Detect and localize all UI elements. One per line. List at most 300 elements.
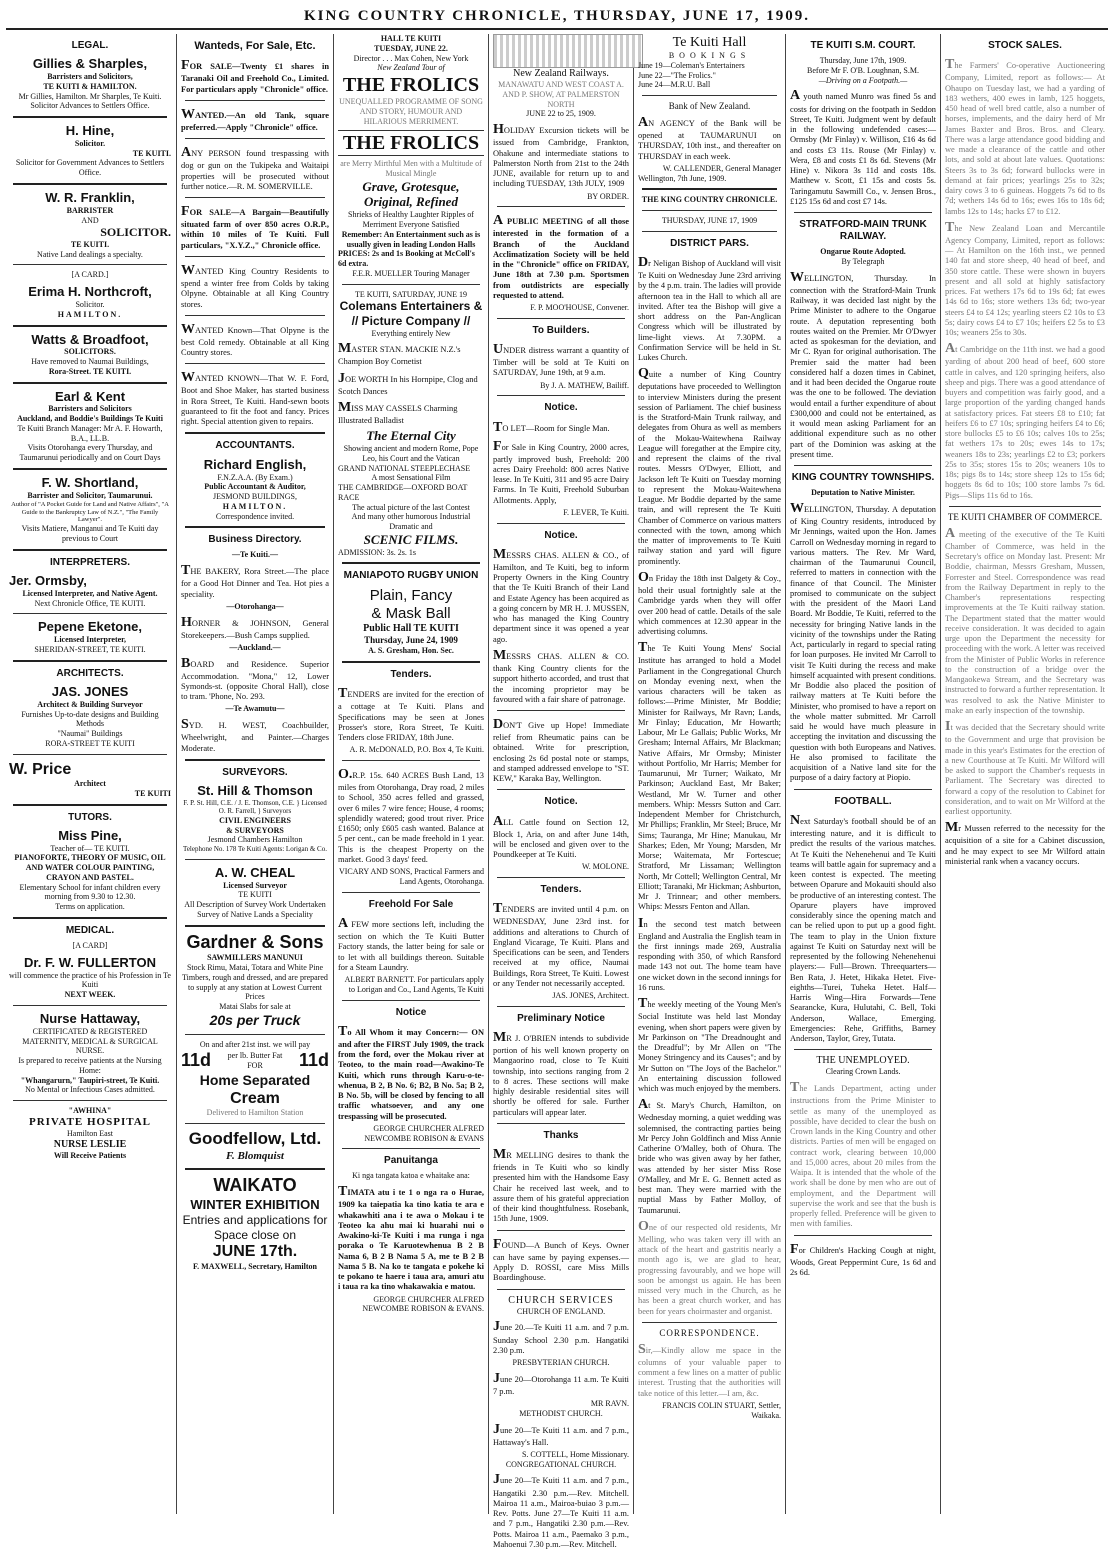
classified-ad: FOR SALE—A Bargain—Beautifully situated farm of over 850 acres O.R.P., within 10 miles of Te Kuiti. Full particulars, "X.Y.Z.," Chronicle office.: [181, 204, 329, 250]
firm-name: Nurse Hattaway,: [39, 1010, 141, 1026]
divider: [497, 1123, 625, 1124]
directory-town: —Te Awamutu—: [225, 704, 285, 714]
court-magistrate: Before Mr F. O'B. Loughnan, S.M.: [807, 65, 919, 75]
firm-note: Delivered to Hamilton Station: [206, 1108, 304, 1118]
divider: [185, 100, 325, 101]
notice-body: To All Whom it may Concern:— ON and after the FIRST July 1909, the track from the ford, over the Mokau river at Teoteo, to the main road—Awakino-Te Kuiti, which runs through Karu-o-te-whenua, B 2, B No. 6; B2, B No. 5a; B 2, B No. 5b, will be closed by fencing to all traffic whatsoever, and any one trespassing will be prosecuted.: [338, 1023, 484, 1121]
firm-role: Solicitor.: [75, 300, 105, 309]
firm-note: SAWMILLERS MANUNUI: [207, 953, 303, 963]
news-paragraph: Quite a number of King Country deputations have proceeded to Wellington to interview Ministers during the present session of Parliament. The chief business is the Stratford-Main Trunk railway, and delegates from Ohura as well as members of the Mokau-Waitewhena Railway League will foregather at the Empire city, and represent the claims of the rival routes. Messrs O'Dwyer, Elliott, and Jackson left Te Kuiti on Tuesday morning to represent the Mokau-Waitewhena League. Mr Boddie departed by the same train, and will represent the Te Kuiti Chamber of Commerce on various matters connected with the town, among which the matter of improvements to Te Kuiti railway station and yard will figure prominently.: [638, 366, 781, 566]
performer: MASTER STAN. MACKIE N.Z.'s Champion Boy Cornetist: [338, 341, 461, 367]
price-left: 11d: [181, 1049, 212, 1070]
hall-label: HALL TE KUITI: [380, 34, 442, 43]
notice-signature: By J. A. MATHEW, Bailiff.: [540, 380, 629, 390]
bookings-heading: BOOKINGS: [668, 51, 751, 61]
firm-note: Public Accountant & Auditor,: [204, 482, 306, 492]
booking-item: June 19—Coleman's Entertainers: [638, 60, 745, 70]
news-paragraph: On Friday the 18th inst Dalgety & Coy., hold their usual fortnightly sale at the Cambridge yards when they will offer over 200 head of cattle. Details of the sale which commences at 12.30 appear in the advertising columns.: [638, 569, 781, 637]
ball-date: Thursday, June 24, 1909: [364, 635, 458, 646]
film-title: SCENIC FILMS.: [363, 531, 459, 547]
column-rule: [488, 34, 489, 1514]
classified-ad: WANTED King Country Residents to spend a winter free from Colds by taking Olpyne. Obtainable at all King Country stores.: [181, 262, 329, 309]
section-heading: LEGAL.: [71, 40, 109, 51]
notice-signature: S. COTTELL, Home Missionary.: [521, 1449, 629, 1459]
notice-signature: JAS. JONES, Architect.: [552, 991, 629, 1001]
church-heading: CHURCH SERVICES: [508, 1294, 614, 1306]
column-rule: [176, 34, 177, 1514]
directory-entry: THE BAKERY, Rora Street.—The place for a Good Hot Dinner and Tea. Hot pies a speciality.: [181, 563, 329, 599]
event-title: THE FROLICS: [338, 130, 484, 156]
notice-signature: F. LEVER, Te Kuiti.: [563, 507, 629, 517]
divider: [13, 325, 167, 327]
exhibition-date: JUNE 17th.: [212, 1243, 298, 1261]
notice-signature: VICARY AND SONS, Practical Farmers and Land Agents, Otorohanga.: [338, 867, 484, 886]
divider: [642, 95, 777, 96]
section-heading: ACCOUNTANTS.: [215, 440, 295, 452]
classified-ad: FOR SALE—Twenty £1 shares in Taranaki Oil and Freehold Co., Limited. For particulars apply "Chronicle" office.: [181, 58, 329, 94]
divider: [185, 363, 325, 364]
correspondence-signature: FRANCIS COLIN STUART, Settler, Waikaka.: [662, 1400, 781, 1420]
notice-body: AN AGENCY of the Bank will be opened at TAUMARUNUI on THURSDAY, 10th inst., and thereafter on THURSDAY in each week.: [638, 115, 781, 161]
notice-signature: W. MOLONE.: [581, 862, 629, 872]
card-label: [A CARD.]: [71, 270, 109, 280]
section-heading: Tenders.: [540, 884, 582, 896]
firm-people: Mr Gillies, Hamilton. Mr Sharples, Te Kuiti.: [18, 91, 162, 101]
notice-date: Wellington, 7th June, 1909.: [638, 173, 727, 183]
notice-body: FOUND—A Bunch of Keys. Owner can have same by paying expenses.—Apply D. ROSSI, care Miss Mills Boardinghouse.: [493, 1236, 629, 1283]
firm-role: Architect & Building Surveyor: [37, 699, 143, 709]
section-heading: Notice.: [544, 796, 578, 808]
column-wanteds: [178, 34, 332, 1514]
event-note: Everything entirely New: [371, 328, 451, 338]
firm-note: Jesmond Chambers Hamilton: [207, 835, 303, 845]
firm-note: Solicitor Advances to Settlers Office.: [30, 101, 150, 111]
section-heading: SURVEYORS.: [222, 766, 288, 778]
section-heading: DISTRICT PARS.: [670, 237, 749, 249]
firm-note: Elementary School for infant children every morning from 9.30 to 12.30.: [19, 882, 161, 902]
divider: [185, 256, 325, 257]
divider: [185, 315, 325, 316]
section-heading: ARCHITECTS.: [56, 667, 124, 679]
section-heading: Freehold For Sale: [368, 898, 454, 910]
notice-body: A PUBLIC MEETING of all those interested in the formation of a Branch of the Auckland Acclimatization Society will be held in the "Chronicle" office on FRIDAY, June 18th at 7.30 p.m. Sportsmen from outdistricts are especially requested to attend.: [493, 213, 629, 300]
divider: [185, 1168, 325, 1170]
notice-signature: ALBERT BARNETT. For particulars apply to Lorigan and Co., Land Agents, Te Kuiti: [344, 975, 484, 994]
firm-name: JAS. JONES: [51, 683, 129, 699]
event-tagline: Grave, Grotesque,: [362, 178, 460, 194]
ball-hall: Public Hall TE KUITI: [363, 623, 459, 635]
rail-subtitle: MANAWATU AND WEST COAST A. AND P. SHOW, AT PALMERSTON NORTH: [498, 80, 624, 109]
news-paragraph: It was decided that the Secretary should write to the Government and urge that provision be made in this year's Estimates for the erection of a new Courthouse at Te Kuiti. Mr Wilford will be asked to support the Chamber's requests in Parliament. The Secretary was directed to forward a copy of the resolution to Cabinet for consideration, and to wait on Mr Wilford at the earliest opportunity.: [945, 719, 1105, 817]
exhibition-secretary: F. MAXWELL, Secretary, Hamilton: [193, 1261, 317, 1271]
performer: MISS MAY CASSELS Charming Illustrated Balladist: [338, 399, 458, 425]
firm-name: Erima H. Northcroft,: [28, 284, 152, 300]
divider: [794, 1235, 932, 1236]
divider: [13, 754, 167, 755]
news-paragraph: The weekly meeting of the Young Men's Social Institute was held last Monday evening, when short papers were given by Mr Parkinson on "The Dreadnought and the Dreadful"; by Mr Allen on "The Money Stringency and its Causes"; and by Mr Sutton on "The Joys of the Bachelor." An entertaining discussion followed which was much enjoyed by the members.: [638, 996, 781, 1094]
firm-note: Hamilton East: [67, 1129, 113, 1139]
firm-note: "Whangarurn," Taupiri-street, Te Kuiti.: [20, 1075, 160, 1085]
notice-signature: A. R. McDONALD, P.O. Box 4, Te Kuiti.: [349, 745, 484, 755]
divider: [342, 760, 480, 761]
firm-role: Barrister and Solicitor, Taumarunui.: [27, 490, 153, 500]
firm-note: Telephone No. 178 Te Kuiti Agents: Lorigan & Co.: [183, 845, 327, 854]
ball-title: Plain, Fancy: [369, 586, 453, 604]
column-entertainment: [335, 34, 487, 1514]
firm-place: TE KUITI.: [70, 239, 110, 249]
section-heading: Notice.: [544, 402, 578, 414]
divider: [13, 1005, 167, 1006]
event-prices: PRICES: 2s and 1s Booking at McColl's 6d extra.: [338, 249, 475, 268]
divider: [794, 212, 932, 213]
article-source: By Telegraph: [841, 257, 885, 267]
section-heading: Thanks: [543, 1129, 579, 1141]
firm-note: Visits Otorohanga every Thursday, and Taumarunui periodically and on Court Days: [19, 443, 161, 463]
article-heading: THE UNEMPLOYED.: [816, 1055, 910, 1067]
divider: [497, 395, 625, 396]
event-date: TUESDAY, JUNE 22.: [374, 43, 448, 53]
event-title: Colemans Entertainers & // Picture Company //: [339, 299, 483, 328]
butter-price-row: [181, 1050, 329, 1072]
rail-dates: JUNE 22 to 25, 1909.: [526, 109, 596, 119]
event-note: UNEQUALLED PROGRAMME OF SONG AND STORY, HUMOUR AND HILARIOUS MERRIMENT.: [339, 97, 483, 126]
event-title: THE FROLICS: [342, 74, 480, 96]
divider: [794, 789, 932, 790]
remedy-ad: For Children's Hacking Cough at night, Woods, Great Peppermint Cure, 1s 6d and 2s 6d.: [790, 1241, 936, 1277]
firm-note: Correspondence invited.: [215, 511, 295, 521]
column-rule: [785, 34, 786, 1514]
firm-note: & SURVEYORS: [226, 825, 284, 835]
notice-body: For Sale in King Country, 2000 acres, partly improved bush, Freehold: 200 acres Dairy Freehold: 800 acres Native lease. In Te Kuiti, 311 and 95 acre Dairy Farms. In Te Kuiti, Freehold Suburban Allotments. Apply,: [493, 438, 629, 505]
directory-town: —Te Kuiti.—: [232, 550, 278, 560]
section-heading: Business Directory.: [208, 534, 302, 546]
firm-name: Gardner & Sons: [186, 931, 324, 952]
divider: [497, 710, 625, 711]
firm-role: AND: [81, 215, 99, 225]
court-date: Thursday, June 17th, 1909.: [819, 56, 907, 66]
firm-name: Gillies & Sharples,: [32, 56, 148, 72]
section-heading: MEDICAL.: [65, 924, 115, 936]
firm-place: Auckland, and Boddie's Buildings Te Kuiti: [17, 414, 163, 424]
column-legal: [6, 34, 174, 1514]
exhibition-note: Entries and applications for: [182, 1213, 328, 1228]
firm-role: SOLICITOR.: [100, 225, 171, 240]
firm-note: Licensed Surveyor: [223, 880, 287, 890]
firm-note: Furnishes Up-to-date designs and Building Methods: [21, 709, 159, 729]
booking-item: June 24—M.R.U. Ball: [638, 80, 711, 90]
firm-note: CIVIL ENGINEERS: [219, 815, 291, 825]
firm-name: Richard English,: [203, 456, 307, 472]
masthead: KING COUNTRY CHRONICLE, THURSDAY, JUNE 17, 1909.: [303, 8, 811, 24]
notice-signature: GEORGE CHURCHER ALFRED NEWCOMBE ROBISON & EVANS: [364, 1123, 484, 1143]
firm-place: TE KUITI: [134, 788, 171, 798]
directory-entry: SYD. H. WEST, Coachbuilder, Wheelwright, and Painter.—Charges Moderate.: [181, 717, 329, 753]
notice-body: MESSRS CHAS. ALLEN & CO. thank King Country clients for the support hitherto accorded, and trust that the incoming proprietor may be favoured with a fair share of patronage.: [493, 647, 629, 704]
firm-note: On and after 21st inst. we will pay: [199, 1040, 311, 1050]
firm-note: PIANOFORTE, THEORY OF MUSIC, OIL AND WATER COLOUR PAINTING, CRAYON AND PASTEL.: [14, 853, 166, 882]
firm-note: Matai Slabs for sale at: [219, 1002, 291, 1012]
firm-note: Survey of Native Lands a Speciality: [197, 909, 313, 919]
booking-item: June 22—"The Frolics.": [638, 70, 716, 80]
masthead-rule: [6, 28, 1108, 30]
firm-note: Have removed to Naumai Buildings,: [31, 357, 149, 367]
section-heading: Panuitanga: [384, 1155, 438, 1167]
exhibition-title: WINTER EXHIBITION: [190, 1197, 320, 1213]
firm-name: Watts & Broadfoot,: [31, 331, 149, 347]
divider: [185, 925, 325, 927]
price-right: 11d: [298, 1049, 329, 1070]
classified-ad: ANY PERSON found trespassing with dog or gun on the Tukipeka and Waitaipi properties will be prosecuted without further notice.—R. M. SOMERVILLE.: [181, 145, 329, 191]
divider: [642, 231, 777, 232]
divider: [185, 526, 325, 528]
notice-signature: BY ORDER.: [587, 191, 629, 201]
firm-name: F. W. Shortland,: [41, 474, 139, 490]
news-paragraph: One of our respected old residents, Mr Melling, who was taken very ill with an attack of the heart and gastritis nearly a month ago is, we are glad to hear, progressing favourably, and we hope will soon be amongst us again. He has been missed very much in the Church, as he has been a great church worker, and has been for years choirmaster and organist.: [638, 1218, 781, 1316]
notice-signature: W. CALLENDER, General Manager: [662, 163, 781, 173]
ball-secretary: A. S. Gresham, Hon. Sec.: [368, 646, 454, 656]
firm-name: A. W. CHEAL: [214, 864, 296, 880]
notice-body: HOLIDAY Excursion tickets will be issued from Cambridge, Frankton, Ohakune and intermediate stations to Palmerston North from 21st to the 24th JUNE, available for return up to and including TUESDAY, 13th JULY, 1909: [493, 122, 629, 189]
firm-name: Earl & Kent: [54, 388, 126, 404]
notice-body: MESSRS CHAS. ALLEN & CO., of Hamilton, and Te Kuiti, beg to inform Property Owners in the King Country that the Te Kuiti Branch of their Land and Estate Agency has been acquired as a going concern by MR H. J. MUSSEN, who has managed the King Country department since it was opened a year ago.: [493, 546, 629, 644]
firm-note: All Description of Survey Work Undertaken: [184, 900, 326, 909]
divider: [342, 892, 480, 893]
film-title: The Eternal City: [366, 428, 456, 444]
firm-note: Native Land dealings a specialty.: [37, 249, 143, 259]
news-paragraph: At St. Mary's Church, Hamilton, on Wednesday morning, a quiet wedding was solemnised, the contracting parties being Mr Percy John Goldfinch and Miss Annie Catherine O'Malley, both of Ohura. The bride who was given away by her father, was attended by her sister Miss Rose O'Malley, and Mr E. G. Bennett acted as best man. They were married with the nuptial Mass by Father Molloy, of Taumarunui.: [638, 1097, 781, 1215]
firm-name: Dr. F. W. FULLERTON: [24, 954, 156, 970]
divider: [13, 264, 167, 265]
divider: [497, 877, 625, 878]
section-heading: Preliminary Notice: [517, 1012, 605, 1024]
section-heading: STOCK SALES.: [988, 40, 1062, 51]
divider: [642, 188, 777, 190]
column-notices: [490, 34, 632, 1549]
firm-note: TE KUITI: [238, 890, 272, 900]
firm-note: F. Blomquist: [226, 1149, 284, 1162]
firm-name: "AWHINA": [68, 1106, 112, 1116]
firm-note: O. R. Farrell, } Surveyors: [218, 807, 292, 816]
film-title: GRAND NATIONAL STEEPLECHASE: [338, 463, 471, 473]
classified-ad: WANTED Known—That Olpyne is the best Cold remedy. Obtainable at all King Country stores.: [181, 321, 329, 358]
divider: [13, 382, 167, 384]
news-paragraph: A youth named Munro was fined 5s and costs for driving on the footpath in Seddon Street, Te Kuiti. Judgment went by default in the following undefended cases:— Ormsby (Mr Finlay) v. Willison, £16 4s 6d and costs £3 11s. Rouse (Mr Finlay) v. Wera, £8 and costs £1 8s 6d. Stevens (Mr Hine) v. Nikora 3s 11d and costs 18s. Matthew v. Scott, £1 15s and costs 5s. Taringamutu Sawmill Co., v. Jensen Bros., £125 15s 6d and cost £7 14s.: [790, 88, 936, 206]
divider: [185, 432, 325, 434]
section-heading: Tenders.: [390, 669, 432, 681]
divider: [497, 1289, 625, 1290]
divider: [13, 549, 167, 551]
church-schedule: June 20—Te Kuiti 11 a.m. and 7 p.m., Hangatiki 2.30 p.m.—Rev. Mitchell. Mairoa 11 a.m., Mairoa-buiao 3 p.m.—Rev. Potts. June 27—Te Kuiti 11 a.m. and 7 p.m., Hangatiki 2.30 p.m.—Rev. Potts. Mairoa 11 a.m., Paemako 3 p.m., Mahoenui 7.30 p.m.—Rev. Mitchell.: [493, 1472, 629, 1549]
directory-town: —Auckland.—: [229, 642, 281, 652]
divider: [342, 661, 480, 663]
firm-name: St. Hill & Thomson: [197, 782, 313, 798]
cream-heading: Cream: [230, 1089, 280, 1107]
column-court: [787, 34, 939, 1514]
firm-name: Miss Pine,: [58, 827, 122, 843]
divider: [185, 859, 325, 860]
firm-note: Solicitor for Government Advances to Settlers Office.: [15, 158, 165, 178]
film-desc: Showing ancient and modern Rome, Pope Leo, his Court and the Vatican: [343, 444, 479, 463]
divider: [497, 1230, 625, 1231]
film-desc: A most Sensational Film: [371, 473, 451, 483]
firm-role: Barristers and Solicitors: [48, 404, 132, 414]
divider: [185, 1034, 325, 1035]
performer: JOE WORTH In his Hornpipe, Clog and Scotch Dances: [338, 370, 478, 396]
firm-name: W. R. Franklin,: [45, 189, 135, 205]
church-schedule: June 20—Te Kuiti 11 a.m. and 7 p.m., Hattaway's Hall.: [493, 1421, 629, 1447]
firm-note: Visits Matiere, Manganui and Te Kuiti day previous to Court: [21, 524, 159, 544]
firm-place: HAMILTON.: [57, 309, 123, 319]
event-note: are Merry Mirthful Men with a Multitude of Musical Mingle: [340, 159, 482, 178]
card-label: [A CARD]: [72, 941, 108, 951]
directory-entry: BOARD and Residence. Superior Accommodation. "Mona," 12, Lower Symonds-st. (opposite Choral Hall), close to tram. 'Phone, No. 293.: [181, 655, 329, 702]
article-subheading: Clearing Crown Lands.: [825, 1067, 901, 1077]
section-heading: INTERPRETERS.: [49, 556, 130, 568]
divider: [342, 562, 480, 564]
divider: [794, 1049, 932, 1050]
news-paragraph: Mr Mussen referred to the necessity for the acquisition of a site for a Cabinet discussion, and he may expect to see Mr Wilford attain ministerial rank when a vacancy occurs.: [945, 820, 1105, 866]
divider: [497, 789, 625, 790]
divider: [342, 284, 480, 285]
event-tagline: Original, Refined: [364, 194, 458, 210]
church-name: CHURCH OF ENGLAND.: [516, 1306, 606, 1316]
notice-body: TENDERS are invited for the erection of a cottage at Te Kuiti. Plans and Specifications may be seen at Jones Prosser's store, Rora Street, Te Kuiti. Tenders close FRIDAY, 18th June.: [338, 686, 484, 743]
firm-role: Architect: [74, 779, 106, 789]
railway-engine-illustration: [493, 34, 643, 68]
ball-title: & Mask Ball: [371, 604, 451, 622]
article-heading: TE KUITI CHAMBER OF COMMERCE.: [947, 511, 1103, 522]
church-schedule: June 20—Otorohanga 11 a.m. Te Kuiti 7 p.m.: [493, 1370, 629, 1396]
firm-note: CERTIFICATED & REGISTERED MATERNITY, MEDICAL & SURGICAL NURSE.: [22, 1026, 158, 1056]
news-paragraph: Next Saturday's football should be of an interesting nature, and it is difficult to predict the results of the various matches. At Te Kuiti the Nehenehenui and Te Kuiti teams will battle again for supremacy and a keen contest is expected. The meeting between Oparure and Mokauiti should also be productive of an interesting contest. The Oparure players have improved considerably since the opening match and can be relied upon to put up a good fight. The team to play in the Union fixture against Te Kuiti on Saturday next will be represented by the following Nehenehenui players:— Full—Brown. Threequarters—Ben Rata, J. Hetet, Hikaka Hetet. Five-eighths—Turei, Tuheka Hetet. Half—Harris Wing—Hira Forwards—Tene Searancke, Kura, Hulutahi, C. Bell, Toki Anderson, Wallace, Emerging. Emergencies: Rehe, Griffiths, Barney Anderson, Taylor, Grey, Tutata.: [790, 812, 936, 1043]
section-heading: Notice: [395, 1006, 427, 1018]
court-subheading: —Driving on a Footpath.—: [818, 75, 908, 85]
divider: [185, 138, 325, 139]
section-heading: Notice.: [544, 529, 578, 541]
firm-place: Rora-Street. TE KUITI.: [48, 366, 132, 376]
firm-role: SOLICITORS.: [64, 347, 116, 357]
news-paragraph: WELLINGTON, Thursday. In connection with the Stratford-Main Trunk Railway, it was decided last night by the Prime Minister to adhere to the Ongarue route. A deputation representing both routes waited on the Premier. Mr O'Dwyer acted as spokesman for the deviation, and Mr C. Ryan for original authorisation. The Premier said the matter had been considered half a dozen times in Cabinet, and it had been decided the Ongarue route was the one to be followed. The deviation would entail a further expenditure of about £300,000 and could not be entertained, as it would mean asking Parliament for an additional expenditure such as no other part of the Dominion was asking at the present time.: [790, 269, 936, 459]
article-subheading: Deputation to Native Minister.: [811, 488, 915, 498]
notice-body: A FEW more sections left, including the section on which the Te Kuiti Butter Factory stands, the latter being for sale or to let with all buildings thereon. Suitable for a Steam Laundry.: [338, 915, 484, 972]
firm-note: Will Receive Patients: [53, 1151, 127, 1161]
divider: [342, 1148, 480, 1149]
event-director: Director . . . Max Cohen, New York: [353, 53, 469, 63]
firm-note: Te Kuiti Branch Manager: Mr A. F. Howarth, B.A., LL.B.: [17, 423, 163, 443]
divider: [13, 660, 167, 662]
firm-name: W. Price: [9, 760, 72, 778]
firm-place: TE KUITI.: [132, 148, 171, 158]
exhibition-title: WAIKATO: [213, 1175, 297, 1196]
divider: [642, 210, 777, 211]
classified-ad: WANTED.—An old Tank, square preferred.—Apply "Chronicle" office.: [181, 106, 329, 133]
notice-body: O.R.P. 15s. 640 ACRES Bush Land, 13 miles from Otorohanga, Dray road, 2 miles to School, 350 acres felled and grassed, over 6 miles 7 wire fence; House, 4 rooms; splendidly watered; good trout river. Price £1650; only £605 cash wanted. Balance at 5 per cent., can be made freehold in 1 year. This is the cheapest Property on the market. Good 3 days' feed.: [338, 767, 484, 864]
section-heading: FOOTBALL.: [834, 795, 892, 807]
stock-report: The New Zealand Loan and Mercantile Agency Company, Limited, report as follows:— At Hamilton on the 16th inst., we penned 140 fat and store sheep, 40 head of beef, and 350 store cattle. These were shown in buyers present and all sold at highly satisfactory prices. Fat wethers 17s 6d to 19s 6d; fat ewes 14s 6d to 16s; store wethers 13s 6d; two-year steers £4 to £4 12s; yearling steers £2 10s to £3 5s; dairy cows £4 to £7 10s; heifers £2 5s to £3 10s; weaners 25s to 30s.: [945, 219, 1105, 338]
notice-signature: GEORGE CHURCHER ALFRED NEWCOMBE ROBISON & EVANS.: [362, 1294, 484, 1314]
firm-note: PRIVATE HOSPITAL: [28, 1115, 152, 1128]
notice-signature: F. P. MOO'HOUSE, Convener.: [530, 303, 629, 313]
stock-report: The Farmers' Co-operative Auctioneering Company, Limited, report as follows:— At Ohaupo on Tuesday last, we had a yarding of 183 wethers, 400 ewes in lamb, 125 hoggets, 450 head of well bred cattle, also a number of horses, implements, and the dairy herd of Mr James Baxter and Bros. Bros. and Cleary. There was a large attendance good bidding and we made a clearance of the cattle and other lots, and sold at about late values. Quotations: Steers 3s to 3s 6d; forward bullocks were in demand at fair prices; yearlings 25s to 32s; dairy cows 3 to 6 guineas. Hoggets 7s 6d to 8s 7d; wethers 14s 6d to 16s; ewes 16s to 18s 6d; lambs 12s to 14s; hacks £7 to £12.: [945, 57, 1105, 216]
firm-note: HAMILTON.: [222, 501, 288, 511]
firm-note: F.N.Z.A.A. (By Exam.): [217, 472, 293, 482]
divider: [13, 917, 167, 919]
firm-note: Stock Rimu, Matai, Totara and White Pine Timbers, rough and dressed, and are prepared to supply at any station at Lowest Current Prices: [182, 963, 328, 1002]
notice-body: DON'T Give up Hope! Immediate relief from Rheumatic pains can be obtained. Write for prescription, enclosing 2s 6d postal note or stamps, and stamped addressed envelope to "ST. KEW," Karaka Bay, Wellington.: [493, 717, 629, 784]
news-paragraph: WELLINGTON, Thursday. A deputation of King Country residents, introduced by Mr Jennings, waited upon the Hon. James Carroll on Wednesday morning in regard to various matters. The Rev. Mr Ward, chairman of the Taumarunui Council, referred to matters in connection with the finance of that Council. The Minister promised to communicate on the subject with the president of the Maori Land Board. Mr Boddie, Te Kuiti, referred to the necessity for bringing Native lands in the vicinity of the townships under the Rating Act, particularly in regard to special rating for loan purposes. He invited Mr Carroll to visit Te Kuiti during the recess and make himself acquainted with present conditions. Mr Boddie also placed the position of railway matters at Te Kuiti before the Minister, who promised to have a report on the whole matter submitted. Mr Carroll said he would have much pleasure in accepting the invitation and discussing the question with both Europeans and Natives. He also promised to facilitate the acquisition of a Native land site for the purpose of a dairy factory at Piopio.: [790, 501, 936, 783]
event-prices: ADMISSION: 3s. 2s. 1s: [338, 547, 417, 557]
column-news: [635, 34, 784, 1514]
divider: [497, 206, 625, 207]
firm-place: RORA-STREET TE KUITI: [45, 738, 135, 748]
firm-role: Licensed Interpreter, and Native Agent.: [22, 588, 158, 598]
column-rule: [633, 34, 634, 1514]
section-heading: To Builders.: [532, 324, 590, 336]
divider: [185, 759, 325, 761]
news-paragraph: The Lands Department, acting under instructions from the Prime Minister to settle as many of the unemployed as possible, have decided to clear the bush on Crown lands in the King Country and other districts. Parties of men will be engaged on contract work, clearing between 10,000 and 15,000 acres, about 20 miles from the Waipa. It is intended that the whole of the work shall be done by men who are out of employment, and the Department will supervise the work and see that the bush is properly felled. Preference will be given to men with families.: [790, 1080, 936, 1229]
divider: [794, 465, 932, 466]
firm-role: BARRISTER: [66, 205, 114, 215]
firm-note: Terms on application.: [55, 902, 125, 912]
column-stock: [942, 34, 1108, 1514]
firm-name: Pepene Eketone,: [37, 619, 143, 635]
paper-date: THURSDAY, JUNE 17, 1909: [661, 216, 758, 226]
article-subheading: Ongarue Route Adopted.: [820, 247, 906, 257]
firm-name: Jer. Ormsby,: [9, 573, 87, 589]
firm-role: Solicitor.: [74, 138, 106, 148]
event-date: TE KUITI, SATURDAY, JUNE 19: [354, 289, 467, 299]
firm-role: Licensed Interpreter,: [54, 635, 126, 645]
film-title: THE CAMBRIDGE—OXFORD BOAT RACE: [338, 483, 468, 502]
firm-note: will commence the practice of his Profession in Te Kuiti: [9, 970, 171, 990]
section-heading: STRATFORD-MAIN TRUNK RAILWAY.: [799, 219, 927, 243]
news-paragraph: Dr Neligan Bishop of Auckland will visit Te Kuiti on Wednesday June 23rd arriving by the 4 p.m. train. The ladies will provide afternoon tea in the Hall to which all are invited. After tea the Bishop will give a short address on the Pan-Anglican Congress which will be illustrated by lime-light views. At 7.30PM. a Confirmation Service will be held in St. Lukes Church.: [638, 255, 781, 363]
firm-note: JESMOND BUILDINGS,: [212, 492, 297, 501]
section-heading: TUTORS.: [68, 811, 112, 823]
notice-signature: MR RAVN.: [590, 1399, 629, 1409]
divider: [949, 506, 1101, 507]
event-note: Shrieks of Healthy Laughter Ripples of Merriment Everyone Satisfied: [348, 210, 474, 229]
notice-body: TO LET—Room for Single Man.: [493, 419, 610, 435]
cream-heading: Home Separated: [199, 1071, 311, 1088]
column-rule: [940, 34, 941, 1514]
rail-title: New Zealand Railways.: [513, 68, 609, 79]
section-heading: TE KUITI S.M. COURT.: [810, 40, 916, 51]
news-paragraph: The Te Kuiti Young Mens' Social Institute has arranged to hold a Model Parliament in the Congregational Church on Monday evening next, when the various characters will be taken as follows:—Prime Minister, Mr Boddie; Minister for Railways, Mr Ravn; Lands, Mr Finlay; Education, Mr Howarth; Labour, Mr Le Gallais; Public Works, Mr Gresham; Internal Affairs, Mr Blackman; Native Affairs, Mr Ormsby; Minister without Portfolio, Mr Harris; Member for Taumarunui, Mr Turner; Waikato, Mr Parkinson; Auckland East, Mr Baker; Westland, Mr W. Turner and other members. Whip: Messrs Sutton and Carr. Independent Member for Christchurch, Mr Phillips; Franklin, Mr Steel; Bruce, Mr Sims; Tauranga, Mr Hine; Manukau, Mr Sharkes; Eden, Mr Young; Marsden, Mr Morse; Waitemata, Mr Fortescue; Stratford, Mr Lissaman; Wellington North, Mr Cottell; Wellington Central, Mr Elliott; Taranaki, Mr Hickman; Ashburton, Mr J. Trinnear; and other members. Whips: Messrs Fenton and Allan.: [638, 640, 782, 912]
section-heading: KING COUNTRY TOWNSHIPS.: [791, 472, 935, 484]
film-desc: The actual picture of the last Contest: [352, 502, 470, 512]
church-name: METHODIST CHURCH.: [519, 1408, 603, 1418]
firm-place: TE KUITI & HAMILTON.: [43, 81, 137, 91]
notice-body: MR J. O'BRIEN intends to subdivide portion of his well known property on Mangaorino road, close to Te Kuiti township, into sections ranging from 2 to 8 acres. These sections will make highly desirable residential sites will shortly be offered for sale. Further particulars will appear later.: [493, 1030, 629, 1117]
notice-body: TENDERS are invited until 4 p.m. on WEDNESDAY, June 23rd inst. for additions and alterations to Church of England Vicarage, Te Kuiti. Plans and Specifications can be seen, and Tenders received at my office, Naumai Buildings, Rora Street, Te Kuiti. Lowest or any Tender not necessarily accepted.: [493, 901, 629, 988]
notice-body: ALL Cattle found on Section 12, Block 1, Aria, on and after June 14th, will be enclosed and given over to the Poundkeeper at Te Kuiti.: [493, 813, 629, 860]
section-heading: Wanteds, For Sale, Etc.: [194, 40, 316, 52]
bank-heading: Bank of New Zealand.: [668, 101, 751, 112]
butter-label: per lb. Butter Fat FOR: [227, 1051, 283, 1070]
firm-name: Goodfellow, Ltd.: [188, 1129, 322, 1149]
stock-report: At Cambridge on the 11th inst. we had a good yarding of about 200 head of beef, 600 store cattle in calves, and 120 springing heifers, also sheep and pigs. There was a good attendance of buyers and competition was fairly good, and a large proportion of the yarding changed hands at satisfactory prices. Fat steers £8 to £10; fat heifers £6 to £7 10s; springing heifers £4 to £6; store bullocks £5 to £6 10s; calves 10s to 25s; fat wethers 17s to 20s; ewes 14s to 17s; weaners 18s to 23s; yearlings £2 to £3; porkers 25s to 35s; stores 15s to 20s; weaners 10s to 18s; pigs 8s to 14s; store sheep 12s to 15s 6d; hoggets 8s 6d to 10s; 100 store lambs 7s 6d. Pigs—Slips 11s 6d to 16s.: [945, 341, 1105, 500]
paper-title: THE KING COUNTRY CHRONICLE.: [641, 195, 778, 205]
church-name: PRESBYTERIAN CHURCH.: [512, 1358, 610, 1368]
firm-note: Author of "A Pocket Guide for Land and Native Affairs", "A Guide to the Bankruptcy Law of N.Z.", "The Family Lawyer".: [11, 500, 169, 524]
church-schedule: June 20.—Te Kuiti 11 a.m. and 7 p.m. Sunday School 2.30 p.m. Hangatiki 2.30 p.m.: [493, 1319, 629, 1355]
firm-note: No Mental or Infectious Cases admitted.: [25, 1085, 155, 1095]
hall-title: Te Kuiti Hall: [672, 35, 747, 50]
notice-body: TIMATA atu i te 1 o nga ra o Hurae, 1909 ka taiepatia ka tino katia te ara e whakawhiti ana i te awa o Mokau i te Teoteo ka ahu mai ki huarahi nui o Awakino-ki-Te Kuiti i ma runga i nga poraka o Te Karuotewhenua B 2 B Nama 6, B 2 B Nama 5 A, me te B 2 B Nama 5 B. Na ko te tangata e pokehe ki te pokano te haere i taua ara, amuri atu i taua ra ka tino whakawakia e matou.: [338, 1184, 484, 1292]
divider: [497, 1006, 625, 1007]
directory-town: —Otorohanga—: [226, 601, 284, 611]
